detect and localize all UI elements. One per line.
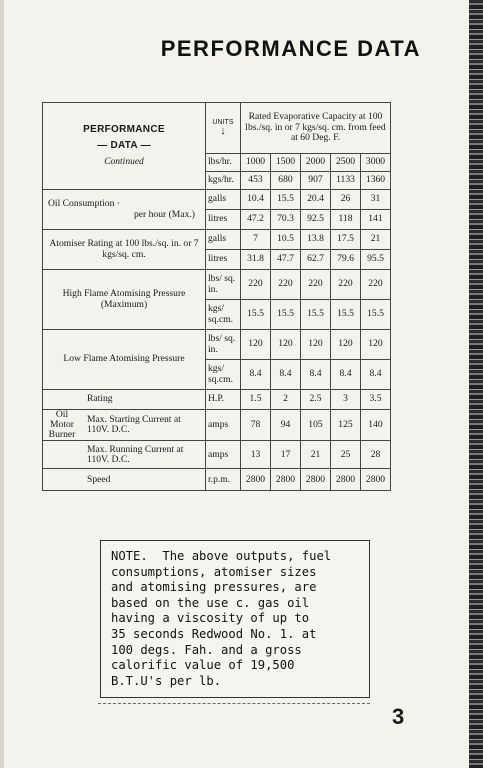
value-cell: 2 (271, 390, 301, 410)
data-heading: — DATA — (97, 140, 151, 152)
table-row (43, 410, 391, 441)
value-cell: 62.7 (301, 250, 331, 270)
oil-motor-speed-cell (43, 469, 206, 491)
table-row (43, 330, 391, 360)
value-cell: 120 (241, 330, 271, 360)
value-cell: 15.5 (271, 190, 301, 210)
oil-consumption-line2: per hour (Max.) (133, 208, 195, 220)
value-cell: 10.5 (271, 230, 301, 250)
value-cell: 220 (361, 270, 391, 300)
value-cell: 47.2 (241, 210, 271, 230)
value-cell: 1133 (331, 172, 361, 190)
scan-left-edge (0, 0, 4, 768)
low-flame-label: Low Flame Atomising Pressure (43, 330, 206, 390)
note-line: calorific value of 19,500 (111, 658, 295, 673)
value-cell: 1000 (241, 154, 271, 172)
table-row (43, 230, 391, 250)
value-cell: 8.4 (361, 360, 391, 390)
unit-cell: lbs/ sq. in. (206, 330, 241, 360)
table-row (43, 270, 391, 300)
value-cell: 120 (361, 330, 391, 360)
value-cell: 120 (331, 330, 361, 360)
value-cell: 21 (361, 230, 391, 250)
value-cell: 8.4 (331, 360, 361, 390)
value-cell: 907 (301, 172, 331, 190)
max-starting-current-label: Max. Starting Current at 110V. D.C. (87, 414, 181, 436)
performance-header-cell (43, 103, 206, 190)
value-cell: 79.6 (331, 250, 361, 270)
value-cell: 1.5 (241, 390, 271, 410)
value-cell: 21 (301, 441, 331, 469)
unit-cell: lbs/hr. (206, 154, 241, 172)
rated-capacity-header: Rated Evaporative Capacity at 100 lbs./sq. in or 7 kgs/sq. cm. from feed at 60 Deg. F. (241, 103, 391, 154)
value-cell: 78 (241, 410, 271, 441)
value-cell: 25 (331, 441, 361, 469)
scan-binding-edge (469, 0, 483, 768)
unit-cell: kgs/hr. (206, 172, 241, 190)
value-cell: 125 (331, 410, 361, 441)
unit-cell: amps (206, 441, 241, 469)
value-cell: 15.5 (271, 300, 301, 330)
value-cell: 7 (241, 230, 271, 250)
oil-motor-burner-label: Oil Motor Burner (48, 409, 76, 441)
value-cell: 95.5 (361, 250, 391, 270)
value-cell: 20.4 (301, 190, 331, 210)
value-cell: 15.5 (331, 300, 361, 330)
note-line: 35 seconds Redwood No. 1. at (111, 626, 317, 641)
value-cell: 13 (241, 441, 271, 469)
note-line: B.T.U's per lb. (111, 673, 222, 688)
value-cell: 3000 (361, 154, 391, 172)
value-cell: 8.4 (241, 360, 271, 390)
value-cell: 220 (301, 270, 331, 300)
value-cell: 47.7 (271, 250, 301, 270)
unit-cell: litres (206, 210, 241, 230)
value-cell: 1500 (271, 154, 301, 172)
value-cell: 8.4 (301, 360, 331, 390)
value-cell: 140 (361, 410, 391, 441)
value-cell: 17 (271, 441, 301, 469)
value-cell: 1360 (361, 172, 391, 190)
unit-cell: r.p.m. (206, 469, 241, 491)
note-line: based on the use c. gas oil (111, 595, 310, 610)
value-cell: 92.5 (301, 210, 331, 230)
unit-cell: galls (206, 230, 241, 250)
value-cell: 2800 (301, 469, 331, 491)
value-cell: 17.5 (331, 230, 361, 250)
table-header-row (43, 103, 391, 154)
value-cell: 28 (361, 441, 391, 469)
value-cell: 70.3 (271, 210, 301, 230)
unit-cell: lbs/ sq. in. (206, 270, 241, 300)
value-cell: 10.4 (241, 190, 271, 210)
unit-cell: H.P. (206, 390, 241, 410)
note-line: 100 degs. Fah. and a gross (111, 642, 302, 657)
value-cell: 15.5 (301, 300, 331, 330)
table-row (43, 390, 391, 410)
down-arrow-icon: ↓ (220, 125, 226, 138)
value-cell: 2800 (241, 469, 271, 491)
value-cell: 220 (241, 270, 271, 300)
page-title: PERFORMANCE DATA (160, 36, 421, 61)
note-box (100, 540, 370, 698)
value-cell: 2000 (301, 154, 331, 172)
value-cell: 453 (241, 172, 271, 190)
value-cell: 94 (271, 410, 301, 441)
table-row (43, 190, 391, 210)
units-header-cell (206, 103, 241, 154)
table-row (43, 469, 391, 491)
atomiser-rating-label: Atomiser Rating at 100 lbs./sq. in. or 7 kgs/sq. cm. (43, 230, 206, 270)
continued-label: Continued (104, 156, 144, 167)
note-line: and atomising pressures, are (111, 580, 317, 595)
value-cell: 2800 (361, 469, 391, 491)
performance-heading: PERFORMANCE (83, 123, 165, 135)
value-cell: 31 (361, 190, 391, 210)
value-cell: 220 (271, 270, 301, 300)
page-number: 3 (392, 704, 405, 729)
value-cell: 2800 (331, 469, 361, 491)
unit-cell: litres (206, 250, 241, 270)
performance-table (42, 102, 391, 491)
value-cell: 31.8 (241, 250, 271, 270)
oil-motor-rating-label-cell (43, 390, 206, 410)
unit-cell: galls (206, 190, 241, 210)
oil-motor-running-cell (43, 441, 206, 469)
value-cell: 120 (301, 330, 331, 360)
value-cell: 8.4 (271, 360, 301, 390)
value-cell: 2500 (331, 154, 361, 172)
value-cell: 15.5 (241, 300, 271, 330)
value-cell: 13.8 (301, 230, 331, 250)
value-cell: 680 (271, 172, 301, 190)
note-line: NOTE. The above outputs, fuel (111, 549, 332, 563)
value-cell: 26 (331, 190, 361, 210)
note-divider (98, 703, 370, 704)
value-cell: 105 (301, 410, 331, 441)
value-cell: 3 (331, 390, 361, 410)
rating-label: Rating (87, 393, 113, 405)
value-cell: 120 (271, 330, 301, 360)
value-cell: 2800 (271, 469, 301, 491)
note-line: having a viscosity of up to (111, 611, 310, 626)
oil-consumption-line1: Oil Consumption · (48, 198, 120, 210)
value-cell: 3.5 (361, 390, 391, 410)
unit-cell: kgs/ sq.cm. (206, 300, 241, 330)
speed-label: Speed (87, 473, 111, 485)
value-cell: 141 (361, 210, 391, 230)
oil-motor-starting-cell (43, 410, 206, 441)
unit-cell: kgs/ sq.cm. (206, 360, 241, 390)
high-flame-label: High Flame Atomising Pressure (Maximum) (43, 270, 206, 330)
value-cell: 118 (331, 210, 361, 230)
value-cell: 220 (331, 270, 361, 300)
value-cell: 2.5 (301, 390, 331, 410)
table-row (43, 441, 391, 469)
note-line: consumptions, atomiser sizes (111, 564, 317, 579)
value-cell: 15.5 (361, 300, 391, 330)
units-header: UNITS (212, 118, 234, 126)
oil-consumption-label (43, 190, 206, 230)
max-running-current-label: Max. Running Current at 110V. D.C. (87, 443, 184, 465)
unit-cell: amps (206, 410, 241, 441)
